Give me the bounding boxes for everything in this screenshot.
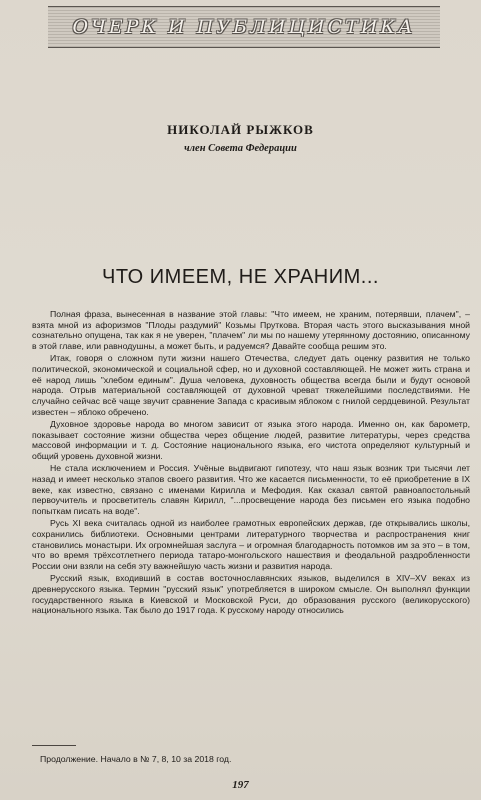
- paragraph: Духовное здоровье народа во многом зависит от языка этого народа. Именно он, как барометр, показывает состояние жизни общества через общение людей, развитие литературы, через средства массовой информации и т. д. Состояние национального языка, его чистота определяют культурный и общий уровень духовной жизни.: [32, 419, 470, 462]
- footnote: Продолжение. Начало в № 7, 8, 10 за 2018 год.: [40, 754, 232, 764]
- paragraph: Полная фраза, вынесенная в название этой главы: "Что имеем, не храним, потерявши, плачем", – взята мной из афоризмов "Плоды раздумий" Козьмы Пруткова. Вторая часть этого высказывания мной сознательно опущена, так как я не уверен, "плачем" ли мы по нашему утерянному достоянию, описанному в этой главе, или равнодушны, а может быть, и радуемся? Давайте сообща решим это.: [32, 309, 470, 352]
- section-banner: [48, 6, 440, 48]
- article-body: [32, 309, 470, 618]
- footnote-divider: [32, 745, 76, 746]
- page-number: 197: [232, 779, 249, 791]
- paragraph: Не стала исключением и Россия. Учёные выдвигают гипотезу, что наш язык возник три тысячи лет назад и имеет несколько этапов своего развития. Что же касается письменности, то её приобретение в IX веке, как известно, связано с именами Кирилла и Мефодия. Как сказал святой равноапостольный первоучитель и просветитель славян Кирилл, "...просвещение народа без письмен его языка подобно попыткам писать на воде".: [32, 463, 470, 517]
- paragraph: Русский язык, входивший в состав восточнославянских языков, выделился в XIV–XV веках из древнерусского языка. Термин "русский язык" употребляется в широком смысле. Он выполнял функции государственного языка в Киевской и Московской Руси, до образования русского (великорусского) национального языка. Так было до 1917 года. К русскому народу относились: [32, 573, 470, 616]
- section-title: ОЧЕРК И ПУБЛИЦИСТИКА: [72, 16, 416, 38]
- paragraph: Итак, говоря о сложном пути жизни нашего Отечества, следует дать оценку развития не только политической, экономической и социальной сфер, но и духовной составляющей. Не может жить страна и её народ лишь "хлебом единым". Душа человека, духовность общества всегда были и будут основой народа. Отрыв материальной составляющей от духовной чреват тяжелейшими последствиями. Не случайно сейчас всё чаще звучит сравнение Запада с красивым яблоком с гнилой сердцевиной. Результат известен – яблоко обречено.: [32, 353, 470, 417]
- article-title: ЧТО ИМЕЕМ, НЕ ХРАНИМ...: [102, 266, 379, 288]
- paragraph: Русь XI века считалась одной из наиболее грамотных европейских держав, где открывались школы, сохранились библиотеки. Основными центрами литературного творчества и распространения книг становились монастыри. Их огромнейшая заслуга – и огромная благодарность потомков им за это – в том, что во время трёхсотлетнего периода татаро-монгольского нашествия и феодальной раздробленности России они взяли на себя эту важнейшую часть жизни и развития народа.: [32, 518, 470, 572]
- author-position: член Совета Федерации: [184, 143, 297, 154]
- author-name: НИКОЛАЙ РЫЖКОВ: [167, 122, 314, 137]
